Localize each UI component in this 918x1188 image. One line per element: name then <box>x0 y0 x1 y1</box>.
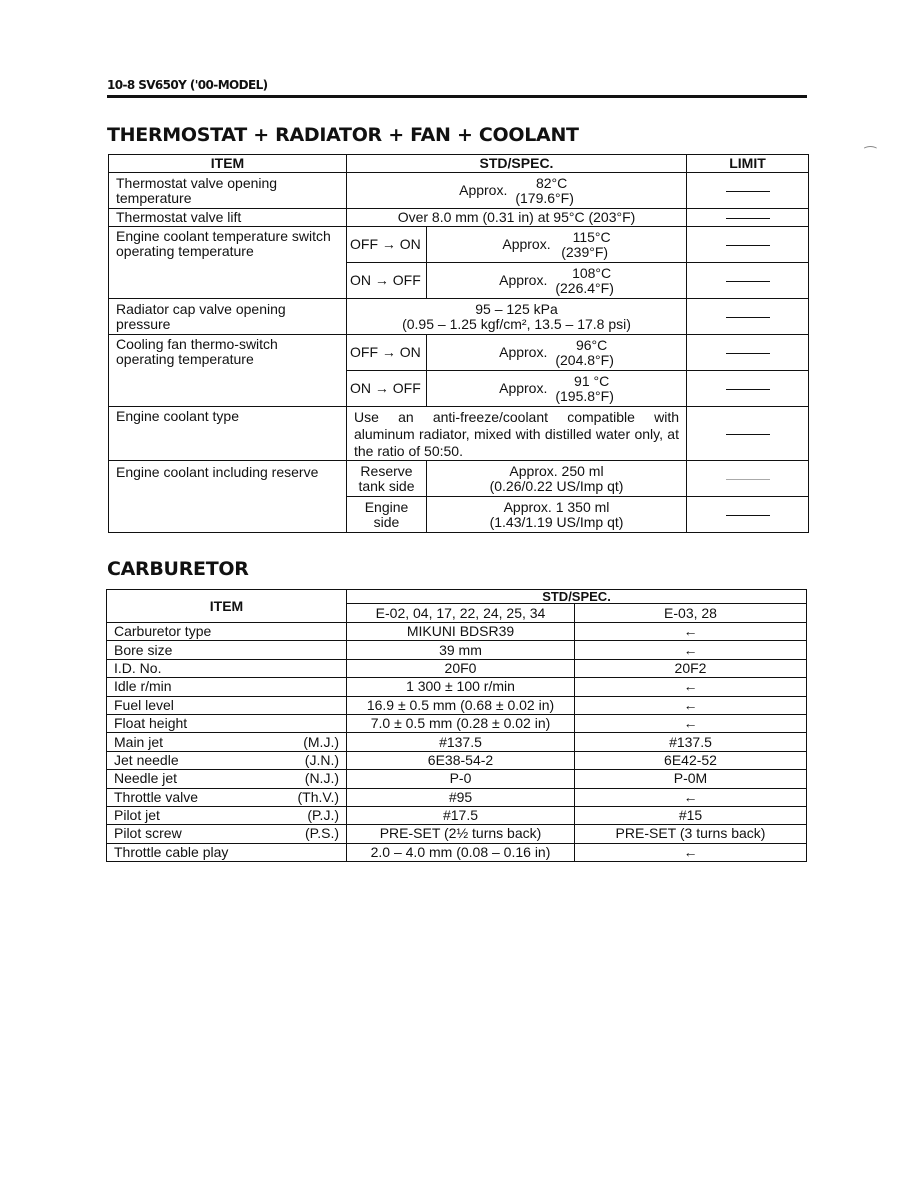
spec-b-cell: P-0M <box>575 770 807 788</box>
spec-a-cell: 39 mm <box>347 641 575 659</box>
table-row <box>107 751 807 769</box>
spec-cell <box>427 497 687 533</box>
location-cell: Engine side <box>347 497 427 533</box>
item-cell <box>107 678 347 696</box>
page-header: 10-8 SV650Y ('00-MODEL) <box>107 78 268 92</box>
item-label: Carburetor type <box>114 623 212 640</box>
item-label: Jet needle <box>114 751 179 768</box>
spec-cell <box>427 263 687 299</box>
item-cell <box>107 770 347 788</box>
value-celsius: 91 °C <box>574 372 610 389</box>
spec-line: (0.26/0.22 US/Imp qt) <box>489 477 624 494</box>
item-cell <box>107 733 347 751</box>
item-cell <box>107 825 347 843</box>
value-fahrenheit: (204.8°F) <box>555 351 614 368</box>
table-row <box>109 461 809 497</box>
item-label: I.D. No. <box>114 659 162 676</box>
spec-a-cell: 6E38-54-2 <box>347 751 575 769</box>
table-row <box>107 641 807 659</box>
approx-label: Approx. <box>459 182 508 198</box>
item-cell <box>107 623 347 641</box>
location-cell: Reserve tank side <box>347 461 427 497</box>
header-item: ITEM <box>109 155 347 173</box>
dash-mark <box>726 281 770 282</box>
item-code: (P.S.) <box>305 825 339 842</box>
item-code: (N.J.) <box>304 770 339 787</box>
item-label: Throttle valve <box>114 788 199 805</box>
limit-cell <box>687 209 809 227</box>
item-cell <box>107 843 347 861</box>
item-label: Throttle cable play <box>114 843 229 860</box>
item-cell: Thermostat valve opening temperature <box>109 173 347 209</box>
value-celsius: 82°C <box>535 174 568 191</box>
value-fahrenheit: (239°F) <box>561 243 609 260</box>
value-fahrenheit: (226.4°F) <box>555 279 614 296</box>
limit-cell <box>687 263 809 299</box>
table-row <box>109 299 809 335</box>
spec-cell: Use an anti-freeze/coolant compatible with aluminum radiator, mixed with distilled water only, at the ratio of 50:50. <box>347 407 687 461</box>
item-label: Float height <box>114 715 188 732</box>
item-label: Pilot screw <box>114 825 182 842</box>
spec-a-cell: #137.5 <box>347 733 575 751</box>
item-cell: Engine coolant including reserve <box>109 461 347 533</box>
item-label: Fuel level <box>114 696 174 713</box>
spec-a-cell: 1 300 ± 100 r/min <box>347 678 575 696</box>
mode-cell: ON → OFF <box>347 371 427 407</box>
table-row <box>107 714 807 732</box>
dash-mark <box>726 353 770 354</box>
item-cell <box>107 641 347 659</box>
carburetor-rows <box>107 623 807 862</box>
mode-cell: ON → OFF <box>347 263 427 299</box>
item-cell <box>107 659 347 677</box>
value-fahrenheit: (195.8°F) <box>555 387 614 404</box>
table-row <box>107 770 807 788</box>
item-code: (J.N.) <box>304 751 339 768</box>
item-cell: Thermostat valve lift <box>109 209 347 227</box>
item-cell <box>107 696 347 714</box>
table-row <box>107 659 807 677</box>
spec-cell <box>427 461 687 497</box>
header-spec: STD/SPEC. <box>347 590 807 604</box>
table-row <box>109 407 809 461</box>
value-celsius: 96°C <box>575 336 608 353</box>
table-row <box>107 623 807 641</box>
spec-a-cell: 16.9 ± 0.5 mm (0.68 ± 0.02 in) <box>347 696 575 714</box>
spec-line: (0.95 – 1.25 kgf/cm², 13.5 – 17.8 psi) <box>402 316 631 332</box>
table-row <box>107 806 807 824</box>
item-cell <box>107 806 347 824</box>
limit-cell <box>687 497 809 533</box>
spec-b-cell: ← <box>575 678 807 696</box>
table-row <box>107 733 807 751</box>
header-limit: LIMIT <box>687 155 809 173</box>
dash-mark <box>726 317 770 318</box>
spec-cell <box>427 335 687 371</box>
table-row <box>107 825 807 843</box>
spec-cell <box>347 299 687 335</box>
item-cell <box>107 788 347 806</box>
spec-b-cell: ← <box>575 696 807 714</box>
item-cell: Cooling fan thermo-switch operating temperature <box>109 335 347 407</box>
limit-cell <box>687 299 809 335</box>
approx-label: Approx. <box>499 344 548 360</box>
header-rule <box>107 95 807 98</box>
spec-cell <box>427 227 687 263</box>
table-row <box>109 173 809 209</box>
item-code: (Th.V.) <box>297 788 339 805</box>
dash-mark <box>726 479 770 480</box>
item-label: Idle r/min <box>114 678 172 695</box>
item-code: (P.J.) <box>307 807 339 824</box>
carburetor-spec-table <box>106 589 807 862</box>
spec-b-cell: ← <box>575 714 807 732</box>
spec-cell <box>427 371 687 407</box>
item-cell: Engine coolant temperature switch operating temperature <box>109 227 347 299</box>
approx-label: Approx. <box>502 236 551 252</box>
spec-a-cell: PRE-SET (2½ turns back) <box>347 825 575 843</box>
item-code: (M.J.) <box>303 733 339 750</box>
header-item: ITEM <box>107 590 347 623</box>
spec-a-cell: MIKUNI BDSR39 <box>347 623 575 641</box>
item-cell: Radiator cap valve opening pressure <box>109 299 347 335</box>
spec-b-cell: #137.5 <box>575 733 807 751</box>
limit-cell <box>687 407 809 461</box>
dash-mark <box>726 191 770 192</box>
spec-a-cell: 20F0 <box>347 659 575 677</box>
carburetor-section-title: CARBURETOR <box>107 558 249 580</box>
mode-cell: OFF → ON <box>347 335 427 371</box>
spec-line: (1.43/1.19 US/Imp qt) <box>489 513 624 530</box>
spec-a-cell: 7.0 ± 0.5 mm (0.28 ± 0.02 in) <box>347 714 575 732</box>
table-row <box>109 335 809 371</box>
table-row <box>109 209 809 227</box>
spec-cell: Over 8.0 mm (0.31 in) at 95°C (203°F) <box>347 209 687 227</box>
limit-cell <box>687 173 809 209</box>
header-col-a: E-02, 04, 17, 22, 24, 25, 34 <box>347 604 575 623</box>
spec-b-cell: ← <box>575 843 807 861</box>
spec-cell <box>347 173 687 209</box>
table-row <box>107 678 807 696</box>
approx-label: Approx. <box>499 380 548 396</box>
spec-a-cell: #17.5 <box>347 806 575 824</box>
limit-cell <box>687 227 809 263</box>
spec-b-cell: ← <box>575 623 807 641</box>
item-cell <box>107 714 347 732</box>
spec-b-cell: 6E42-52 <box>575 751 807 769</box>
item-label: Main jet <box>114 733 164 750</box>
spec-a-cell: #95 <box>347 788 575 806</box>
limit-cell <box>687 461 809 497</box>
spec-b-cell: #15 <box>575 806 807 824</box>
mode-cell: OFF → ON <box>347 227 427 263</box>
value-fahrenheit: (179.6°F) <box>515 189 574 206</box>
spec-b-cell: 20F2 <box>575 659 807 677</box>
item-label: Pilot jet <box>114 807 160 824</box>
item-cell <box>107 751 347 769</box>
spec-b-cell: ← <box>575 641 807 659</box>
table-row <box>107 696 807 714</box>
spec-a-cell: 2.0 – 4.0 mm (0.08 – 0.16 in) <box>347 843 575 861</box>
header-col-b: E-03, 28 <box>575 604 807 623</box>
spec-a-cell: P-0 <box>347 770 575 788</box>
value-celsius: 115°C <box>572 228 611 245</box>
dash-mark <box>726 245 770 246</box>
dash-mark <box>726 218 770 219</box>
spec-b-cell: ← <box>575 788 807 806</box>
thermostat-section-title: THERMOSTAT + RADIATOR + FAN + COOLANT <box>107 124 579 146</box>
item-label: Bore size <box>114 641 173 658</box>
dash-mark <box>726 434 770 435</box>
table-row <box>109 227 809 263</box>
value-celsius: 108°C <box>572 264 612 281</box>
spec-line: Approx. 1 350 ml <box>503 498 610 515</box>
item-label: Needle jet <box>114 770 178 787</box>
limit-cell <box>687 335 809 371</box>
limit-cell <box>687 371 809 407</box>
spec-line: 95 – 125 kPa <box>475 301 558 317</box>
table-row <box>107 788 807 806</box>
item-cell: Engine coolant type <box>109 407 347 461</box>
table-row <box>107 843 807 861</box>
approx-label: Approx. <box>499 272 548 288</box>
spec-line: Approx. 250 ml <box>509 462 604 479</box>
spec-b-cell: PRE-SET (3 turns back) <box>575 825 807 843</box>
dash-mark <box>726 515 770 516</box>
header-spec: STD/SPEC. <box>347 155 687 173</box>
margin-mark: ⁀ <box>864 146 876 162</box>
dash-mark <box>726 389 770 390</box>
thermostat-spec-table <box>108 154 809 533</box>
